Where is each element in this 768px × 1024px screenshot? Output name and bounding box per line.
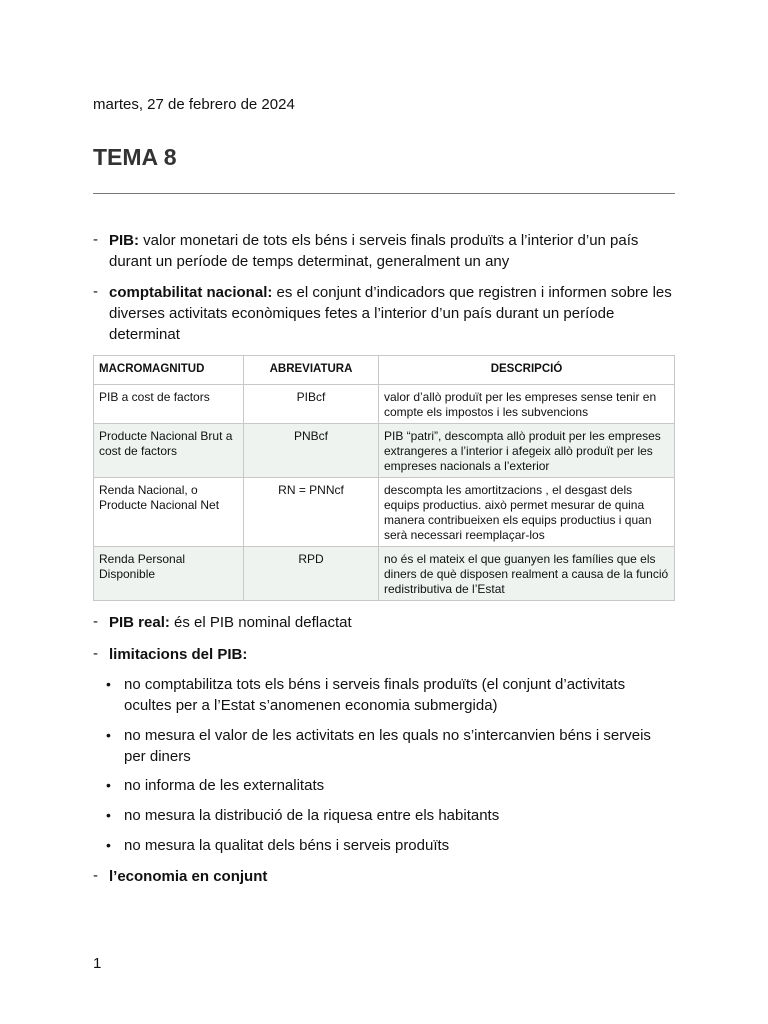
limitation-item: no informa de les externalitats xyxy=(124,777,325,794)
bullet-marker: • xyxy=(106,837,111,853)
term-label: PIB real: xyxy=(109,614,170,631)
table-cell: PIB a cost de factors xyxy=(94,385,244,424)
term-label: limitacions del PIB: xyxy=(109,646,248,663)
table-row xyxy=(94,547,675,601)
table-cell: PIBcf xyxy=(244,385,379,424)
table-cell: valor d’allò produït per les empreses sense tenir en compte els impostos i les subvencions xyxy=(379,385,675,424)
bullet-marker: • xyxy=(106,777,111,793)
term-label: PIB: xyxy=(109,232,139,249)
table-cell: no és el mateix el que guanyen les famílies que els diners de què disposen realment a causa de la funció redistributiva de l’Estat xyxy=(379,547,675,601)
table-cell: PNBcf xyxy=(244,424,379,478)
column-header: ABREVIATURA xyxy=(244,356,379,385)
definition-text: és el PIB nominal deflactat xyxy=(169,614,352,631)
dash-marker: - xyxy=(93,613,98,630)
table-header-row xyxy=(94,356,675,385)
table-cell: RN = PNNcf xyxy=(244,478,379,547)
bullet-marker: • xyxy=(106,727,111,743)
table-cell: descompta les amortitzacions , el desgast dels equips productius. això permet mesurar de quina manera contribueixen els equips productius i quan serà necessari reemplaçar-los xyxy=(379,478,675,547)
macromagnitudes-table xyxy=(93,355,675,601)
table-row xyxy=(94,385,675,424)
table-row xyxy=(94,478,675,547)
table-cell: Renda Nacional, o Producte Nacional Net xyxy=(94,478,244,547)
definition-text: valor monetari de tots els béns i serveis finals produïts a l’interior d’un país durant un període de temps determinat, generalment un any xyxy=(109,232,639,270)
limitations-heading xyxy=(109,644,675,665)
table-cell: PIB “patri”, descompta allò produit per les empreses extrangeres a l’interior i afegeix allò produït per les empreses nacionals a l’exterior xyxy=(379,424,675,478)
title-divider xyxy=(93,193,675,194)
table-cell: Renda Personal Disponible xyxy=(94,547,244,601)
table-cell: Producte Nacional Brut a cost de factors xyxy=(94,424,244,478)
definition-text: es el conjunt d’indicadors que registren i informen sobre les diverses activitats econòmiques fetes a l’interior d’un país durant un període determinat xyxy=(109,284,672,343)
limitation-item: no comptabilitza tots els béns i serveis finals produïts (el conjunt d’activitats ocultes per a l’Estat s’anomenen economia submergida) xyxy=(124,676,626,714)
dash-marker: - xyxy=(93,867,98,884)
bullet-marker: • xyxy=(106,807,111,823)
definition-comptabilitat-nacional xyxy=(109,282,675,345)
bullet-marker: • xyxy=(106,676,111,692)
dash-marker: - xyxy=(93,283,98,300)
limitation-item: no mesura la distribució de la riquesa entre els habitants xyxy=(124,807,500,824)
dash-marker: - xyxy=(93,645,98,662)
column-header: MACROMAGNITUD xyxy=(94,356,244,385)
column-header: DESCRIPCIÓ xyxy=(379,356,675,385)
table-cell: RPD xyxy=(244,547,379,601)
definition-pib-real xyxy=(109,612,675,633)
limitation-item: no mesura la qualitat dels béns i serveis produïts xyxy=(124,837,450,854)
section-economia-en-conjunt xyxy=(109,866,675,887)
term-label: comptabilitat nacional: xyxy=(109,284,273,301)
limitation-item: no mesura el valor de les activitats en les quals no s’intercanvien béns i serveis per diners xyxy=(124,727,651,765)
term-label: l’economia en conjunt xyxy=(109,868,268,885)
page-number: 1 xyxy=(93,955,102,972)
date-line: martes, 27 de febrero de 2024 xyxy=(93,96,295,113)
page-title: TEMA 8 xyxy=(93,144,177,170)
dash-marker: - xyxy=(93,231,98,248)
table-row xyxy=(94,424,675,478)
definition-pib xyxy=(109,230,675,272)
